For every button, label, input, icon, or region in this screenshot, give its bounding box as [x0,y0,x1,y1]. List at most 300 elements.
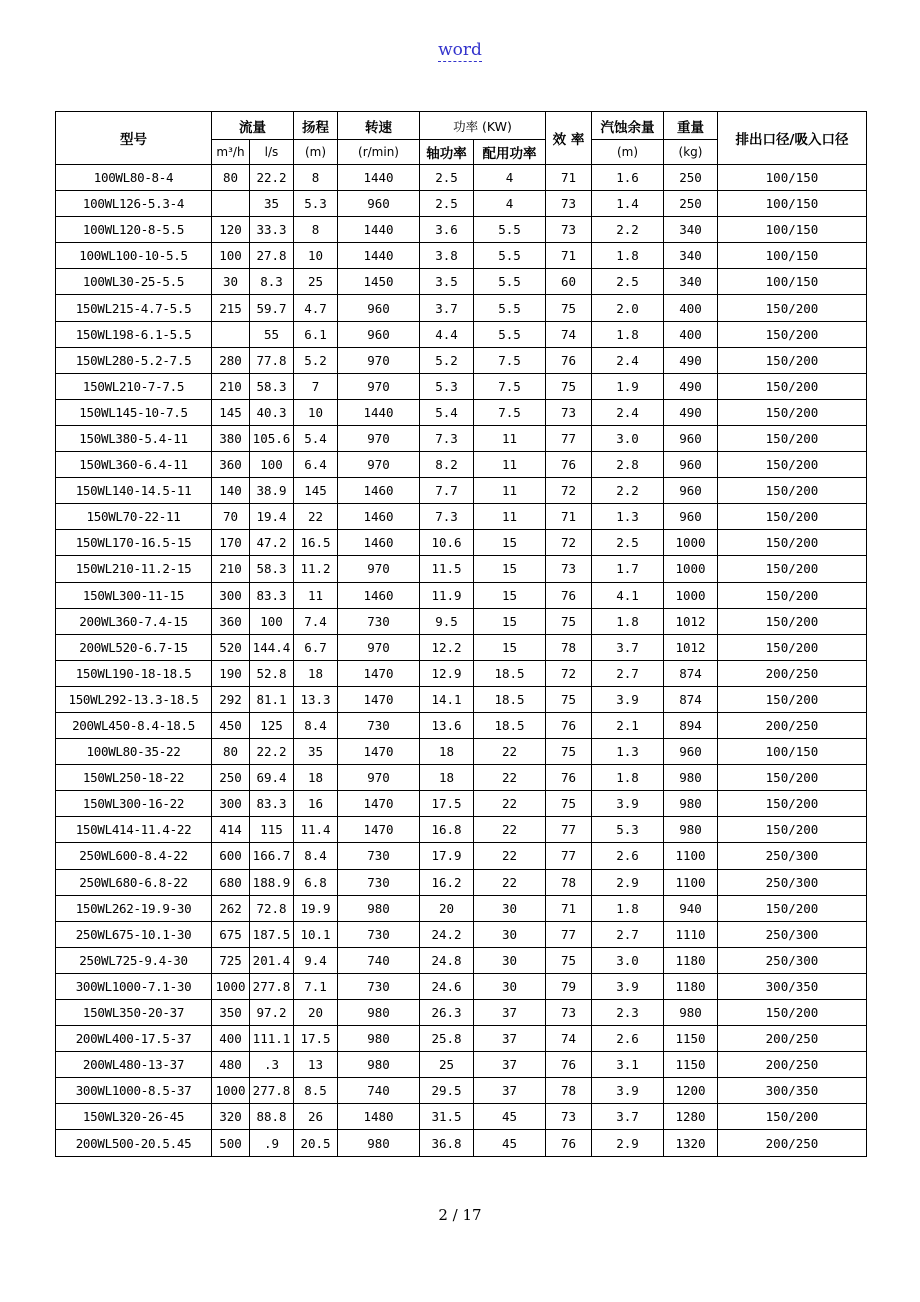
table-row [56,217,867,243]
cell-weight: 1012 [664,634,718,660]
cell-speed: 1480 [338,1104,420,1130]
cell-flow-ls: 100 [250,608,294,634]
cell-rated-power: 18.5 [474,660,546,686]
cell-flow-m3h: 280 [212,347,250,373]
cell-head: 16 [294,791,338,817]
cell-model: 150WL210-11.2-15 [56,556,212,582]
cell-flow-m3h: 350 [212,1000,250,1026]
table-row [56,191,867,217]
cell-model: 150WL320-26-45 [56,1104,212,1130]
cell-flow-ls: 8.3 [250,269,294,295]
cell-efficiency: 75 [546,373,592,399]
cell-efficiency: 76 [546,452,592,478]
cell-flow-ls: 81.1 [250,686,294,712]
cell-flow-ls: 188.9 [250,869,294,895]
cell-diameter: 150/200 [718,295,867,321]
cell-diameter: 150/200 [718,817,867,843]
cell-weight: 400 [664,295,718,321]
cell-flow-ls: 83.3 [250,582,294,608]
cell-rated-power: 30 [474,921,546,947]
cell-head: 7.4 [294,608,338,634]
table-row [56,530,867,556]
cell-npsh: 2.7 [592,660,664,686]
cell-npsh: 1.6 [592,165,664,191]
cell-efficiency: 78 [546,869,592,895]
table-body [56,165,867,1157]
cell-diameter: 150/200 [718,347,867,373]
cell-flow-m3h: 210 [212,556,250,582]
cell-flow-ls: 97.2 [250,1000,294,1026]
cell-flow-m3h: 292 [212,686,250,712]
cell-head: 13 [294,1052,338,1078]
cell-efficiency: 78 [546,634,592,660]
cell-flow-m3h: 680 [212,869,250,895]
table-row [56,921,867,947]
table-row [56,1000,867,1026]
cell-rated-power: 7.5 [474,373,546,399]
cell-head: 10 [294,399,338,425]
cell-head: 19.9 [294,895,338,921]
cell-npsh: 2.0 [592,295,664,321]
table-row [56,425,867,451]
cell-shaft-power: 17.5 [420,791,474,817]
cell-head: 10 [294,243,338,269]
cell-npsh: 3.7 [592,1104,664,1130]
header-npsh-unit: (m) [592,140,664,165]
cell-model: 250WL675-10.1-30 [56,921,212,947]
cell-efficiency: 76 [546,1130,592,1156]
cell-shaft-power: 9.5 [420,608,474,634]
cell-weight: 894 [664,712,718,738]
cell-shaft-power: 11.9 [420,582,474,608]
cell-head: 11 [294,582,338,608]
cell-rated-power: 22 [474,739,546,765]
cell-efficiency: 71 [546,165,592,191]
cell-flow-ls: 55 [250,321,294,347]
cell-diameter: 250/300 [718,843,867,869]
cell-rated-power: 37 [474,1078,546,1104]
cell-diameter: 150/200 [718,399,867,425]
cell-weight: 980 [664,765,718,791]
cell-npsh: 5.3 [592,817,664,843]
cell-npsh: 2.6 [592,1026,664,1052]
cell-npsh: 2.2 [592,217,664,243]
cell-weight: 1150 [664,1026,718,1052]
cell-rated-power: 22 [474,791,546,817]
cell-diameter: 150/200 [718,321,867,347]
table-row [56,556,867,582]
cell-flow-m3h: 520 [212,634,250,660]
cell-flow-ls: 277.8 [250,973,294,999]
cell-weight: 1000 [664,582,718,608]
cell-speed: 1440 [338,217,420,243]
table-row [56,373,867,399]
cell-rated-power: 5.5 [474,217,546,243]
cell-head: 6.7 [294,634,338,660]
cell-npsh: 2.9 [592,869,664,895]
cell-weight: 1100 [664,869,718,895]
cell-efficiency: 73 [546,556,592,582]
cell-head: 6.8 [294,869,338,895]
cell-head: 7 [294,373,338,399]
cell-model: 100WL100-10-5.5 [56,243,212,269]
cell-speed: 980 [338,1026,420,1052]
cell-shaft-power: 4.4 [420,321,474,347]
cell-weight: 490 [664,347,718,373]
cell-head: 17.5 [294,1026,338,1052]
cell-npsh: 1.4 [592,191,664,217]
cell-efficiency: 60 [546,269,592,295]
cell-efficiency: 73 [546,217,592,243]
cell-npsh: 3.9 [592,1078,664,1104]
cell-efficiency: 76 [546,1052,592,1078]
cell-efficiency: 75 [546,295,592,321]
cell-shaft-power: 24.6 [420,973,474,999]
cell-diameter: 150/200 [718,686,867,712]
cell-shaft-power: 10.6 [420,530,474,556]
cell-speed: 1440 [338,399,420,425]
cell-npsh: 2.8 [592,452,664,478]
cell-efficiency: 75 [546,686,592,712]
cell-head: 10.1 [294,921,338,947]
cell-weight: 960 [664,504,718,530]
cell-flow-m3h: 145 [212,399,250,425]
cell-flow-m3h: 1000 [212,1078,250,1104]
cell-shaft-power: 17.9 [420,843,474,869]
cell-shaft-power: 5.2 [420,347,474,373]
cell-flow-ls: 35 [250,191,294,217]
cell-weight: 1110 [664,921,718,947]
cell-rated-power: 22 [474,869,546,895]
cell-speed: 970 [338,425,420,451]
cell-flow-ls: 277.8 [250,1078,294,1104]
cell-model: 150WL145-10-7.5 [56,399,212,425]
cell-head: 20.5 [294,1130,338,1156]
cell-flow-ls: .3 [250,1052,294,1078]
cell-speed: 960 [338,295,420,321]
cell-flow-m3h: 300 [212,582,250,608]
cell-speed: 1440 [338,243,420,269]
cell-diameter: 100/150 [718,243,867,269]
cell-shaft-power: 25.8 [420,1026,474,1052]
cell-flow-ls: 187.5 [250,921,294,947]
cell-shaft-power: 31.5 [420,1104,474,1130]
table-row [56,452,867,478]
cell-diameter: 200/250 [718,712,867,738]
header-link[interactable] [0,40,920,60]
cell-model: 150WL280-5.2-7.5 [56,347,212,373]
cell-speed: 1470 [338,791,420,817]
cell-flow-m3h: 725 [212,947,250,973]
cell-weight: 940 [664,895,718,921]
cell-flow-m3h: 80 [212,739,250,765]
cell-model: 200WL520-6.7-15 [56,634,212,660]
cell-head: 6.1 [294,321,338,347]
cell-speed: 730 [338,712,420,738]
cell-npsh: 3.7 [592,634,664,660]
cell-diameter: 150/200 [718,791,867,817]
cell-shaft-power: 26.3 [420,1000,474,1026]
cell-weight: 1280 [664,1104,718,1130]
cell-npsh: 1.3 [592,504,664,530]
cell-model: 150WL170-16.5-15 [56,530,212,556]
cell-shaft-power: 5.3 [420,373,474,399]
cell-shaft-power: 20 [420,895,474,921]
cell-model: 200WL480-13-37 [56,1052,212,1078]
cell-shaft-power: 29.5 [420,1078,474,1104]
cell-efficiency: 71 [546,243,592,269]
cell-diameter: 250/300 [718,869,867,895]
cell-rated-power: 30 [474,895,546,921]
cell-head: 20 [294,1000,338,1026]
table-row [56,1078,867,1104]
cell-flow-m3h [212,321,250,347]
cell-model: 150WL210-7-7.5 [56,373,212,399]
cell-diameter: 150/200 [718,608,867,634]
cell-model: 150WL414-11.4-22 [56,817,212,843]
cell-flow-ls: 59.7 [250,295,294,321]
cell-diameter: 200/250 [718,1052,867,1078]
cell-rated-power: 18.5 [474,686,546,712]
table-row [56,1052,867,1078]
cell-weight: 250 [664,165,718,191]
cell-rated-power: 37 [474,1000,546,1026]
cell-speed: 1470 [338,660,420,686]
cell-flow-m3h: 675 [212,921,250,947]
cell-rated-power: 5.5 [474,321,546,347]
cell-flow-ls: 144.4 [250,634,294,660]
cell-weight: 1180 [664,947,718,973]
cell-efficiency: 77 [546,425,592,451]
cell-flow-m3h: 380 [212,425,250,451]
cell-flow-ls: 27.8 [250,243,294,269]
cell-model: 150WL215-4.7-5.5 [56,295,212,321]
table-row [56,1104,867,1130]
cell-model: 100WL126-5.3-4 [56,191,212,217]
cell-efficiency: 76 [546,712,592,738]
cell-efficiency: 72 [546,660,592,686]
cell-flow-m3h: 400 [212,1026,250,1052]
cell-head: 6.4 [294,452,338,478]
cell-shaft-power: 11.5 [420,556,474,582]
cell-rated-power: 45 [474,1104,546,1130]
cell-rated-power: 11 [474,452,546,478]
cell-efficiency: 74 [546,321,592,347]
cell-diameter: 250/300 [718,921,867,947]
cell-speed: 970 [338,556,420,582]
cell-efficiency: 72 [546,478,592,504]
cell-head: 5.4 [294,425,338,451]
cell-head: 18 [294,765,338,791]
cell-npsh: 2.6 [592,843,664,869]
cell-npsh: 1.8 [592,895,664,921]
pump-spec-table [55,111,867,1157]
cell-flow-ls: 33.3 [250,217,294,243]
table-row [56,739,867,765]
cell-speed: 960 [338,191,420,217]
cell-flow-m3h: 500 [212,1130,250,1156]
cell-shaft-power: 24.2 [420,921,474,947]
cell-head: 35 [294,739,338,765]
cell-flow-ls: 47.2 [250,530,294,556]
cell-speed: 980 [338,1000,420,1026]
cell-efficiency: 73 [546,191,592,217]
cell-efficiency: 75 [546,947,592,973]
page-number: 2 / 17 [438,1206,482,1224]
header-speed: 转速 [338,112,420,140]
cell-head: 8.4 [294,712,338,738]
cell-weight: 960 [664,452,718,478]
cell-weight: 960 [664,478,718,504]
table-row [56,399,867,425]
cell-rated-power: 22 [474,765,546,791]
cell-speed: 970 [338,452,420,478]
cell-diameter: 150/200 [718,504,867,530]
header-weight-unit: (kg) [664,140,718,165]
cell-model: 150WL140-14.5-11 [56,478,212,504]
cell-shaft-power: 12.9 [420,660,474,686]
header-link-text[interactable]: word [438,40,482,60]
table-row [56,634,867,660]
cell-efficiency: 71 [546,895,592,921]
cell-speed: 730 [338,973,420,999]
table-row [56,243,867,269]
cell-flow-ls: 83.3 [250,791,294,817]
table-row [56,791,867,817]
cell-weight: 980 [664,1000,718,1026]
cell-flow-m3h: 170 [212,530,250,556]
table-row [56,347,867,373]
cell-head: 26 [294,1104,338,1130]
cell-npsh: 3.0 [592,947,664,973]
table-row [56,269,867,295]
cell-flow-ls: 22.2 [250,165,294,191]
cell-npsh: 1.8 [592,243,664,269]
table-row [56,582,867,608]
cell-head: 145 [294,478,338,504]
cell-diameter: 150/200 [718,765,867,791]
table-row [56,869,867,895]
cell-head: 9.4 [294,947,338,973]
cell-rated-power: 37 [474,1052,546,1078]
cell-head: 16.5 [294,530,338,556]
cell-diameter: 150/200 [718,373,867,399]
cell-diameter: 150/200 [718,425,867,451]
cell-diameter: 150/200 [718,556,867,582]
cell-diameter: 150/200 [718,1000,867,1026]
cell-flow-m3h: 450 [212,712,250,738]
cell-model: 150WL380-5.4-11 [56,425,212,451]
cell-shaft-power: 2.5 [420,165,474,191]
cell-model: 150WL360-6.4-11 [56,452,212,478]
header-flow-ls: l/s [250,140,294,165]
table-row [56,686,867,712]
cell-flow-ls: 105.6 [250,425,294,451]
table-row [56,973,867,999]
table-row [56,712,867,738]
cell-diameter: 150/200 [718,530,867,556]
cell-rated-power: 37 [474,1026,546,1052]
cell-diameter: 100/150 [718,191,867,217]
cell-speed: 740 [338,1078,420,1104]
cell-efficiency: 75 [546,608,592,634]
cell-speed: 980 [338,1052,420,1078]
cell-model: 100WL120-8-5.5 [56,217,212,243]
cell-shaft-power: 7.7 [420,478,474,504]
cell-flow-m3h: 120 [212,217,250,243]
table-row [56,504,867,530]
cell-flow-m3h: 1000 [212,973,250,999]
cell-npsh: 3.9 [592,686,664,712]
cell-weight: 874 [664,686,718,712]
cell-speed: 1470 [338,817,420,843]
cell-efficiency: 71 [546,504,592,530]
cell-flow-m3h: 210 [212,373,250,399]
cell-rated-power: 15 [474,634,546,660]
header-flow-m3h: m³/h [212,140,250,165]
cell-speed: 740 [338,947,420,973]
cell-npsh: 4.1 [592,582,664,608]
cell-model: 300WL1000-8.5-37 [56,1078,212,1104]
cell-flow-ls: 58.3 [250,556,294,582]
cell-efficiency: 76 [546,582,592,608]
cell-efficiency: 73 [546,399,592,425]
cell-speed: 980 [338,1130,420,1156]
cell-model: 150WL300-16-22 [56,791,212,817]
table-row [56,1130,867,1156]
cell-shaft-power: 14.1 [420,686,474,712]
cell-weight: 874 [664,660,718,686]
cell-shaft-power: 3.6 [420,217,474,243]
cell-model: 150WL262-19.9-30 [56,895,212,921]
cell-npsh: 2.4 [592,399,664,425]
cell-model: 150WL300-11-15 [56,582,212,608]
cell-npsh: 2.4 [592,347,664,373]
cell-model: 300WL1000-7.1-30 [56,973,212,999]
cell-rated-power: 7.5 [474,347,546,373]
cell-speed: 970 [338,347,420,373]
cell-flow-ls: 38.9 [250,478,294,504]
cell-diameter: 100/150 [718,739,867,765]
cell-diameter: 300/350 [718,973,867,999]
cell-head: 11.4 [294,817,338,843]
cell-flow-m3h: 140 [212,478,250,504]
table-row [56,165,867,191]
cell-model: 200WL360-7.4-15 [56,608,212,634]
cell-rated-power: 5.5 [474,243,546,269]
table-row [56,321,867,347]
cell-npsh: 1.8 [592,765,664,791]
cell-flow-ls: 100 [250,452,294,478]
cell-rated-power: 22 [474,817,546,843]
cell-speed: 1470 [338,739,420,765]
cell-flow-m3h: 215 [212,295,250,321]
cell-model: 150WL292-13.3-18.5 [56,686,212,712]
header-npsh: 汽蚀余量 [592,112,664,140]
cell-npsh: 1.8 [592,321,664,347]
cell-weight: 490 [664,373,718,399]
cell-flow-m3h: 80 [212,165,250,191]
cell-weight: 1320 [664,1130,718,1156]
cell-npsh: 1.7 [592,556,664,582]
cell-flow-ls: 52.8 [250,660,294,686]
cell-rated-power: 4 [474,165,546,191]
header-head-unit: (m) [294,140,338,165]
cell-head: 11.2 [294,556,338,582]
cell-weight: 1000 [664,530,718,556]
cell-rated-power: 11 [474,504,546,530]
cell-weight: 490 [664,399,718,425]
